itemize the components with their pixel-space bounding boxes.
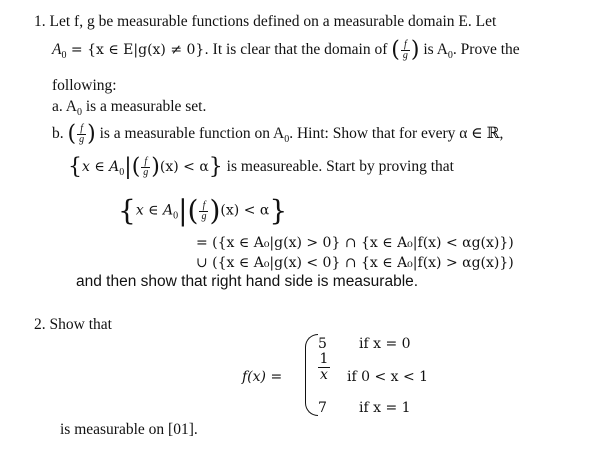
hint-set-line: {x ∈ $A_0|$( $\frac{f}{g}$ )(x) < α} is measureable. Start by proving that [68,154,454,180]
piecewise-lhs: f(x) = [242,369,283,385]
problem-1-line-1: 1. Let f, g be measurable functions defined on a measurable domain E. Let [34,13,497,30]
conclusion-line: and then show that right hand side is measurable. [76,273,419,290]
piecewise-value-3: 7 [318,400,327,416]
part-b: b. ( $\frac{f}{g}$ ) is a measurable function on $A_0$. Hint: Show that for every α ∈ ℝ, [52,121,504,147]
piecewise-condition-3: if x = 1 [359,400,411,416]
piecewise-left-paren [305,334,318,416]
display-set-line: {x ∈ $A_0|$( $\frac{f}{g}$ )(x) < α} [118,194,288,227]
piecewise-value-1: 5 [318,336,327,352]
piecewise-condition-1: if x = 0 [359,336,411,352]
piecewise-value-2: 1 x [319,351,329,383]
fraction-f-over-g: $\frac{f}{g}$ [402,39,408,61]
problem-2-tail: is measurable on [01]. [60,421,198,438]
piecewise-condition-2: if 0 < x < 1 [347,369,429,385]
equation-line-2: ∪ ({x ∈ A₀|g(x) < 0} ∩ {x ∈ A₀|f(x) > αg(x)}) [196,255,514,271]
problem-2-title: 2. Show that [34,316,112,333]
problem-1-line-2: $A_0 = \{x$ ∈ E|g(x) ≠ 0}. It is clear that the domain of ( $\frac{f}{g}$ ) is $A_0$. Prove the [52,37,520,63]
part-a: a. $A_0$ is a measurable set. [52,98,207,119]
equation-line-1: = ({x ∈ A₀|g(x) > 0} ∩ {x ∈ A₀|f(x) < αg(x)}) [196,235,514,251]
problem-1-line-3: following: [52,77,117,94]
